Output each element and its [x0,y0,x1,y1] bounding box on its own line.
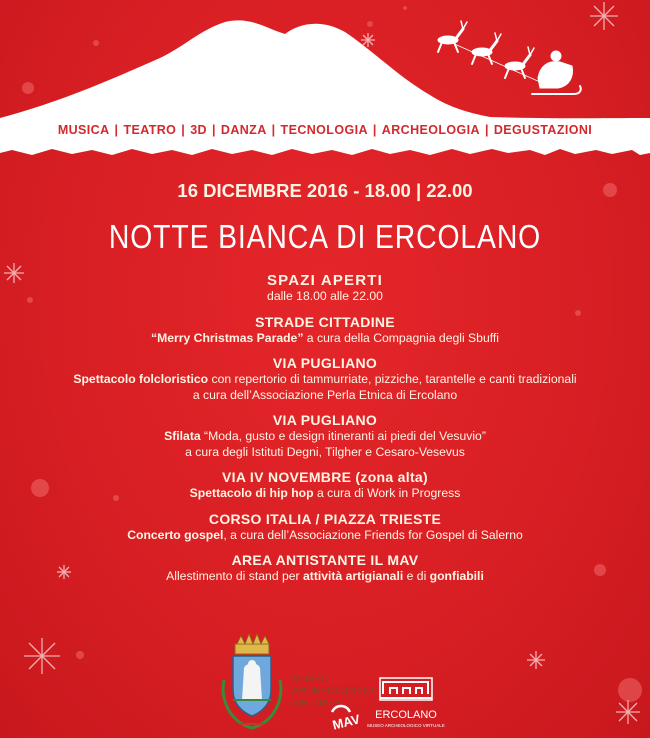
section-heading: VIA IV NOVEMBRE (zona alta) [222,469,428,485]
highlight-text: attività artigianali [302,569,404,583]
category-separator: | [372,123,377,137]
museo-line3: VIRTUALE [292,698,341,709]
city-crest-icon [223,634,281,728]
category-separator: | [114,123,119,137]
category-item: ARCHEOLOGIA [381,123,480,137]
body-text: con repertorio di tammurriate, pizziche, tarantelle e canti tradizionali [208,372,577,386]
highlight-text: Concerto gospel [127,527,224,542]
ercolano-label: ERCOLANO [375,709,437,721]
section-heading: VIA PUGLIANO [272,412,378,428]
spazi-time: dalle 18.00 alle 22.00 [267,289,383,303]
category-separator: | [181,123,186,137]
body-text: a cura degli Istituti Degni, Tilgher e Cesaro-Vesevus [185,444,465,459]
section-heading: VIA PUGLIANO [272,355,378,371]
category-item: DANZA [220,123,267,137]
section-heading: CORSO ITALIA / PIAZZA TRIESTE [208,510,442,527]
section-heading: STRADE CITTADINE [255,313,395,330]
highlight-text: Spettacolo folcloristico [73,372,209,386]
spazi-heading: SPAZI APERTI [266,272,384,289]
category-item: TEATRO [123,123,177,137]
category-item: DEGUSTAZIONI [493,123,593,137]
body-text: a cura dell’Associazione Perla Etnica di Ercolano [192,387,458,402]
body-text: “Moda, gusto e design itineranti ai piedi del Vesuvio” [200,429,486,443]
highlight-text: Sfilata [164,429,201,443]
highlight-text: “Merry Christmas Parade” [151,330,304,345]
body-text: a cura della Compagnia degli Sbuffi [303,330,499,345]
ercolano-logo-icon [367,678,444,728]
highlight-text: gonfiabili [429,569,484,583]
ercolano-tagline: MUSEO ARCHEOLOGICO VIRTUALE [367,723,445,728]
mav-label: MAV [330,711,362,733]
body-text: a cura di Work in Progress [313,486,461,500]
page-title: NOTTE BIANCA DI ERCOLANO [108,218,542,255]
event-date: 16 DICEMBRE 2016 - 18.00 | 22.00 [177,180,473,201]
museo-line1: MUSEO [292,674,329,685]
body-text: e di [403,569,430,583]
category-item: 3D [190,123,207,137]
category-separator: | [271,123,276,137]
category-separator: | [211,123,216,137]
mav-logo-icon [292,674,374,733]
body-text: , a cura dell’Associazione Friends for Gospel di Salerno [223,527,523,542]
category-item: TECNOLOGIA [280,123,368,137]
category-item: MUSICA [57,123,110,137]
highlight-text: Spettacolo di hip hop [189,486,314,500]
category-separator: | [484,123,489,137]
body-text: Allestimento di stand per [166,569,303,583]
museo-line2: ARCHEOLOGICO [292,686,374,697]
section-heading: AREA ANTISTANTE IL MAV [231,552,419,568]
